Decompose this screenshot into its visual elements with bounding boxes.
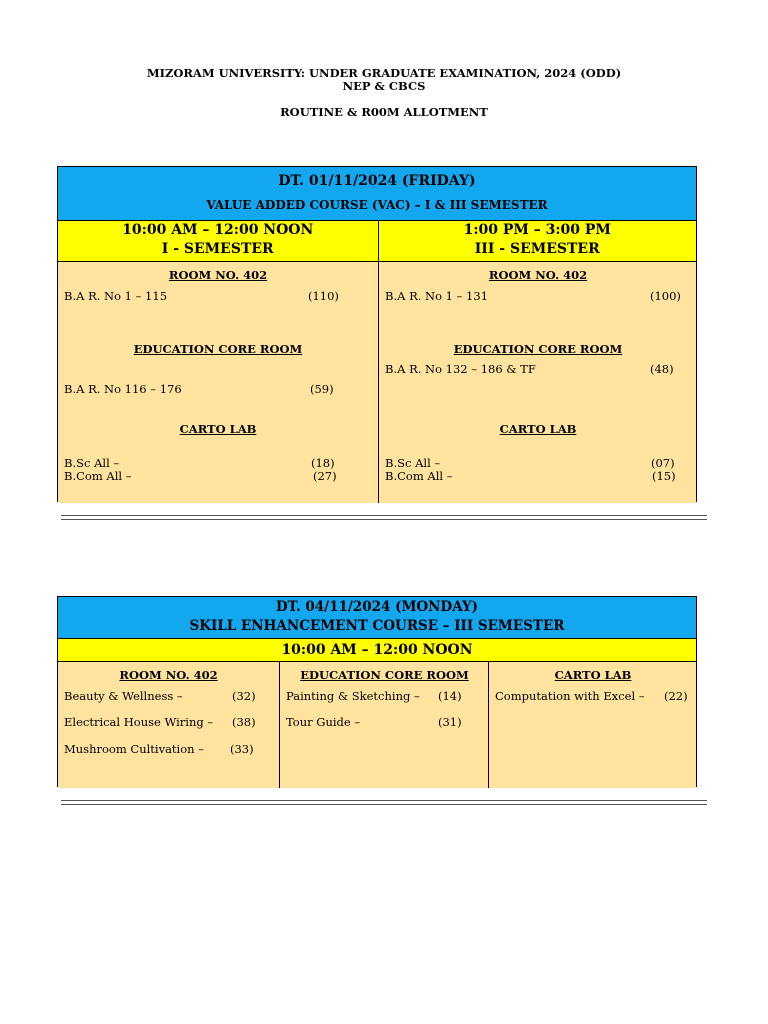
vac-slot-right <box>378 221 697 261</box>
vac-course-title: VALUE ADDED COURSE (VAC) – I & III SEMESTER <box>206 198 548 212</box>
section-divider <box>61 800 707 805</box>
student-count: (18) <box>311 456 335 470</box>
student-count: (15) <box>652 469 676 483</box>
student-count: (38) <box>232 715 256 729</box>
roll-range: B.A R. No 132 – 186 & TF <box>385 362 536 376</box>
room-heading: EDUCATION CORE ROOM <box>300 668 469 682</box>
student-count: (14) <box>438 689 462 703</box>
course-group: B.Com All – <box>64 469 132 483</box>
room-heading: CARTO LAB <box>499 422 577 436</box>
student-count: (33) <box>230 742 254 756</box>
room-heading: CARTO LAB <box>179 422 257 436</box>
sec-header <box>58 597 696 639</box>
slot-time: 10:00 AM – 12:00 NOON <box>281 642 473 658</box>
room-heading: EDUCATION CORE ROOM <box>453 342 623 356</box>
room-heading: EDUCATION CORE ROOM <box>133 342 303 356</box>
vac-header <box>58 167 696 221</box>
roll-range: B.A R. No 1 – 115 <box>64 289 168 303</box>
vac-slot-left <box>58 221 378 261</box>
exam-subtitle: NEP & CBCS <box>342 79 426 93</box>
sec-col-carto-lab <box>488 662 697 788</box>
slot-time: 10:00 AM – 12:00 NOON <box>122 222 314 238</box>
roll-range: B.A R. No 1 – 131 <box>385 289 489 303</box>
course-name: Beauty & Wellness – <box>64 689 183 703</box>
vac-time-row <box>58 221 696 262</box>
slot-time: 1:00 PM – 3:00 PM <box>463 222 611 238</box>
student-count: (110) <box>308 289 339 303</box>
routine-title: ROUTINE & R00M ALLOTMENT <box>280 105 488 119</box>
sec-schedule-table <box>57 596 697 787</box>
room-heading: ROOM NO. 402 <box>119 668 218 682</box>
course-name: Electrical House Wiring – <box>64 715 214 729</box>
course-name: Mushroom Cultivation – <box>64 742 204 756</box>
section-divider <box>61 515 707 520</box>
slot-semester: III - SEMESTER <box>474 241 600 257</box>
room-heading: CARTO LAB <box>554 668 632 682</box>
course-group: B.Sc All – <box>64 456 120 470</box>
sec-col-education-core <box>279 662 489 788</box>
course-name: Tour Guide – <box>286 715 361 729</box>
vac-left-column <box>58 262 378 503</box>
course-name: Computation with Excel – <box>495 689 645 703</box>
student-count: (100) <box>650 289 681 303</box>
roll-range: B.A R. No 116 – 176 <box>64 382 182 396</box>
sec-course-title: SKILL ENHANCEMENT COURSE – III SEMESTER <box>189 618 565 634</box>
student-count: (27) <box>313 469 337 483</box>
student-count: (22) <box>664 689 688 703</box>
student-count: (32) <box>232 689 256 703</box>
student-count: (07) <box>651 456 675 470</box>
room-heading: ROOM NO. 402 <box>488 268 588 282</box>
course-group: B.Sc All – <box>385 456 441 470</box>
student-count: (48) <box>650 362 674 376</box>
slot-semester: I - SEMESTER <box>161 241 274 257</box>
student-count: (59) <box>310 382 334 396</box>
vac-date: DT. 01/11/2024 (FRIDAY) <box>278 173 476 189</box>
vac-schedule-table <box>57 166 697 502</box>
course-group: B.Com All – <box>385 469 453 483</box>
student-count: (31) <box>438 715 462 729</box>
exam-title: MIZORAM UNIVERSITY: UNDER GRADUATE EXAMINATION, 2024 (ODD) <box>146 66 622 80</box>
vac-right-column <box>378 262 697 503</box>
sec-col-room-402 <box>58 662 279 788</box>
room-heading: ROOM NO. 402 <box>168 268 268 282</box>
sec-allotment-body <box>58 662 696 788</box>
course-name: Painting & Sketching – <box>286 689 420 703</box>
vac-allotment-body <box>58 262 696 503</box>
sec-time-row <box>58 639 696 662</box>
sec-date: DT. 04/11/2024 (MONDAY) <box>275 599 479 615</box>
